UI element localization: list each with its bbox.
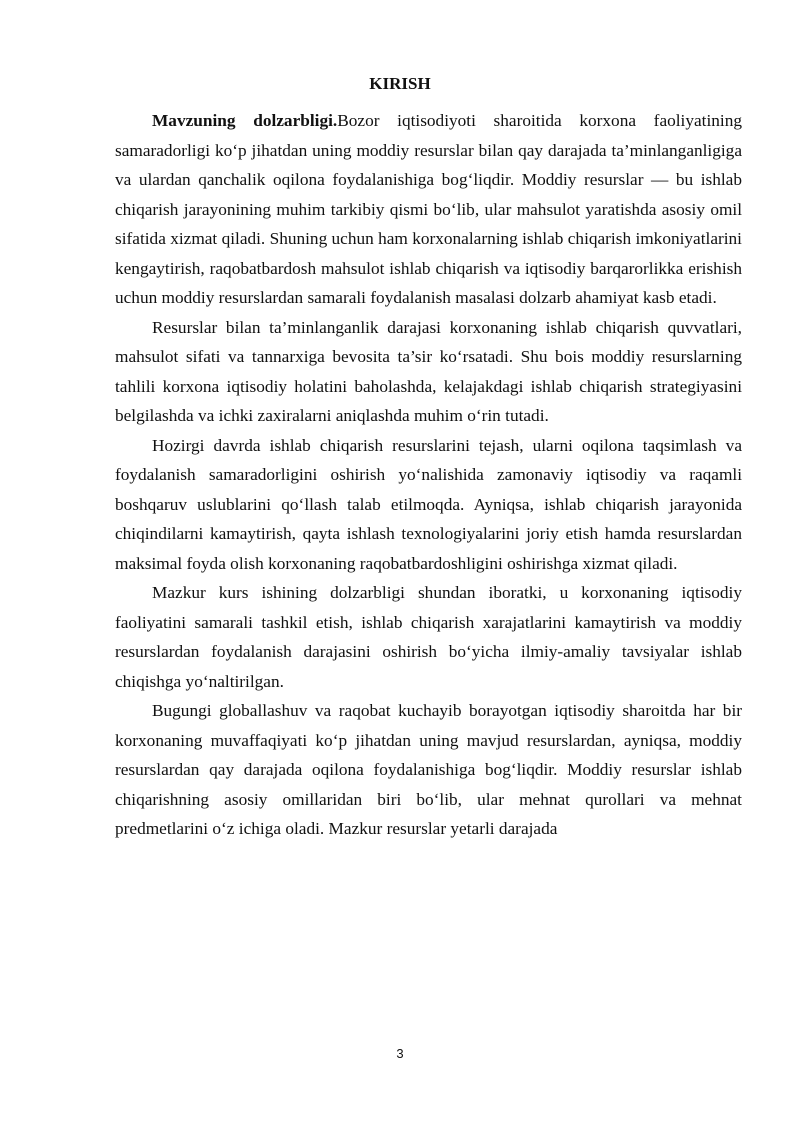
document-body (115, 106, 742, 844)
paragraph-text: Mazkur kurs ishining dolzarbligi shundan iboratki, u korxonaning iqtisodiy faoliyatini samarali tashkil etish, ishlab chiqarish xarajatlarini kamaytirish va moddiy resurslardan foydalanish darajasini oshirish bo‘yicha ilmiy-amaliy tavsiyalar ishlab chiqishga yo‘naltirilgan. (115, 583, 742, 691)
paragraph-text: Bozor iqtisodiyoti sharoitida korxona faoliyatining samaradorligi ko‘p jihatdan uning moddiy resurslar bilan qay darajada ta’minlanganligiga va ulardan qanchalik oqilona foydalanishiga bog‘liqdir. Moddiy resurslar — bu ishlab chiqarish jarayonining muhim tarkibiy qismi bo‘lib, ular mahsulot yaratishda asosiy omil sifatida xizmat qiladi. Shuning uchun ham korxonalarning ishlab chiqarish imkoniyatlarini kengaytirish, raqobatbardosh mahsulot ishlab chiqarish va iqtisodiy barqarorlikka erishish uchun moddiy resurslardan samarali foydalanish masalasi dolzarb ahamiyat kasb etadi. (115, 111, 742, 307)
paragraph-resource-provision (115, 313, 742, 431)
section-heading: KIRISH (369, 74, 431, 93)
page-number: 3 (396, 1046, 404, 1061)
paragraph-course-work-relevance (115, 578, 742, 696)
paragraph-text: Hozirgi davrda ishlab chiqarish resurslarini tejash, ularni oqilona taqsimlash va foydalanish samaradorligini oshirish yo‘nalishida zamonaviy iqtisodiy va raqamli boshqaruv uslublarini qo‘llash talab etilmoqda. Ayniqsa, ishlab chiqarish jarayonida chiqindilarni kamaytirish, qayta ishlash texnologiyalarini joriy etish hamda resurslardan maksimal foyda olish korxonaning raqobatbardoshligini oshirishga xizmat qiladi. (115, 435, 742, 573)
paragraph-globalization (115, 696, 742, 844)
paragraph-lead: Mavzuning dolzarbligi. (152, 111, 338, 130)
paragraph-resource-saving (115, 431, 742, 579)
paragraph-relevance (115, 106, 742, 313)
paragraph-text: Resurslar bilan ta’minlanganlik darajasi korxonaning ishlab chiqarish quvvatlari, mahsulot sifati va tannarxiga bevosita ta’sir ko‘rsatadi. Shu bois moddiy resurslarning tahlili korxona iqtisodiy holatini baholashda, kelajakdagi ishlab chiqarish strategiyasini belgilashda va ichki zaxiralarni aniqlashda muhim o‘rin tutadi. (115, 317, 742, 425)
paragraph-text: Bugungi globallashuv va raqobat kuchayib borayotgan iqtisodiy sharoitda har bir korxonaning muvaffaqiyati ko‘p jihatdan uning mavjud resurslardan, ayniqsa, moddiy resurslardan qay darajada oqilona foydalanishiga bog‘liqdir. Moddiy resurslar ishlab chiqarishning asosiy omillaridan biri bo‘lib, ular mehnat qurollari va mehnat predmetlarini o‘z ichiga oladi. Mazkur resurslar yetarli darajada (115, 701, 742, 838)
